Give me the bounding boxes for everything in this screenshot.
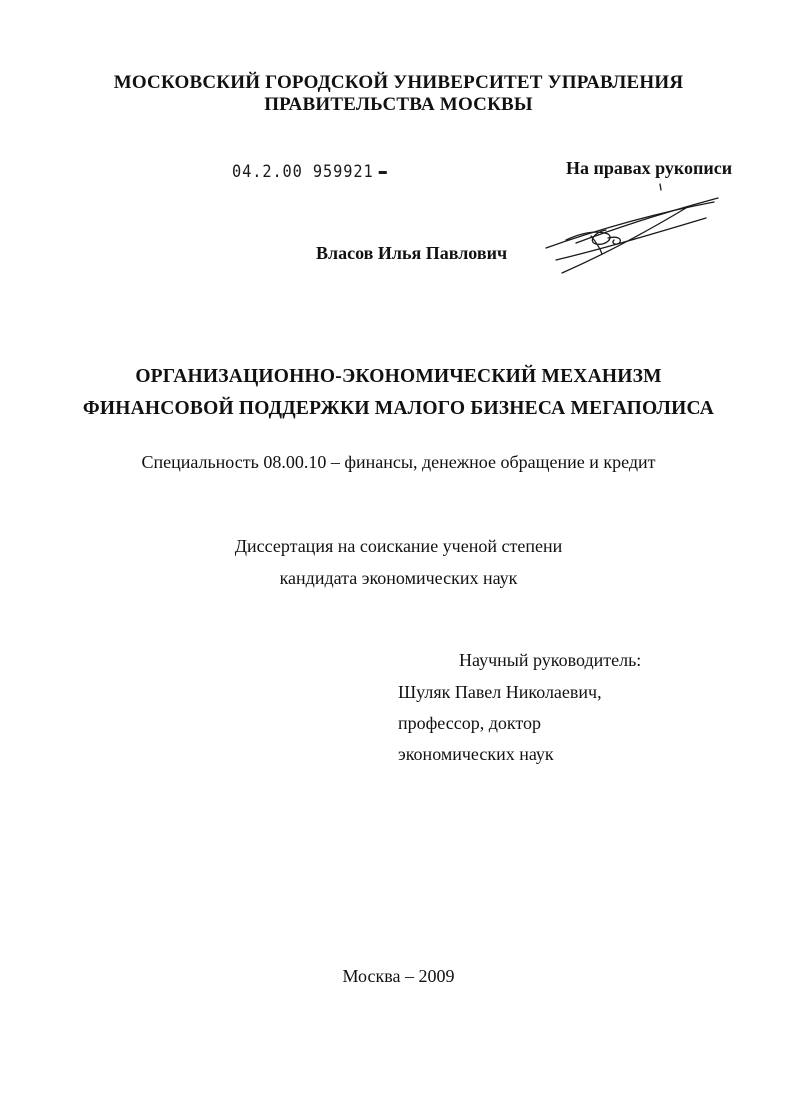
author-name: Власов Илья Павлович [316,243,508,263]
supervisor-name: Шуляк Павел Николаевич, [398,682,602,702]
specialty-line: Специальность 08.00.10 – финансы, денежное обращение и кредит [141,452,656,472]
supervisor-degree: экономических наук [398,744,554,764]
supervisor-position: профессор, доктор [398,713,542,733]
registration-stamp [232,162,387,182]
registration-stamp-code: 04.2.00 959921 [232,162,374,182]
dissertation-degree-line2: кандидата экономических наук [279,568,518,588]
university-name-line2: ПРАВИТЕЛЬСТВА МОСКВЫ [264,94,533,115]
handwritten-signature-icon [536,178,736,278]
thesis-title-line1: ОРГАНИЗАЦИОННО-ЭКОНОМИЧЕСКИЙ МЕХАНИЗМ [135,366,662,387]
thesis-title-line2: ФИНАНСОВОЙ ПОДДЕРЖКИ МАЛОГО БИЗНЕСА МЕГАПОЛИСА [82,398,715,419]
stamp-dash [379,171,387,174]
city-year: Москва – 2009 [342,966,455,986]
university-name-line1: МОСКОВСКИЙ ГОРОДСКОЙ УНИВЕРСИТЕТ УПРАВЛЕНИЯ [113,72,684,93]
supervisor-label: Научный руководитель: [459,650,642,670]
dissertation-degree-line1: Диссертация на соискание ученой степени [234,536,563,556]
manuscript-rights-note: На правах рукописи [566,158,733,178]
